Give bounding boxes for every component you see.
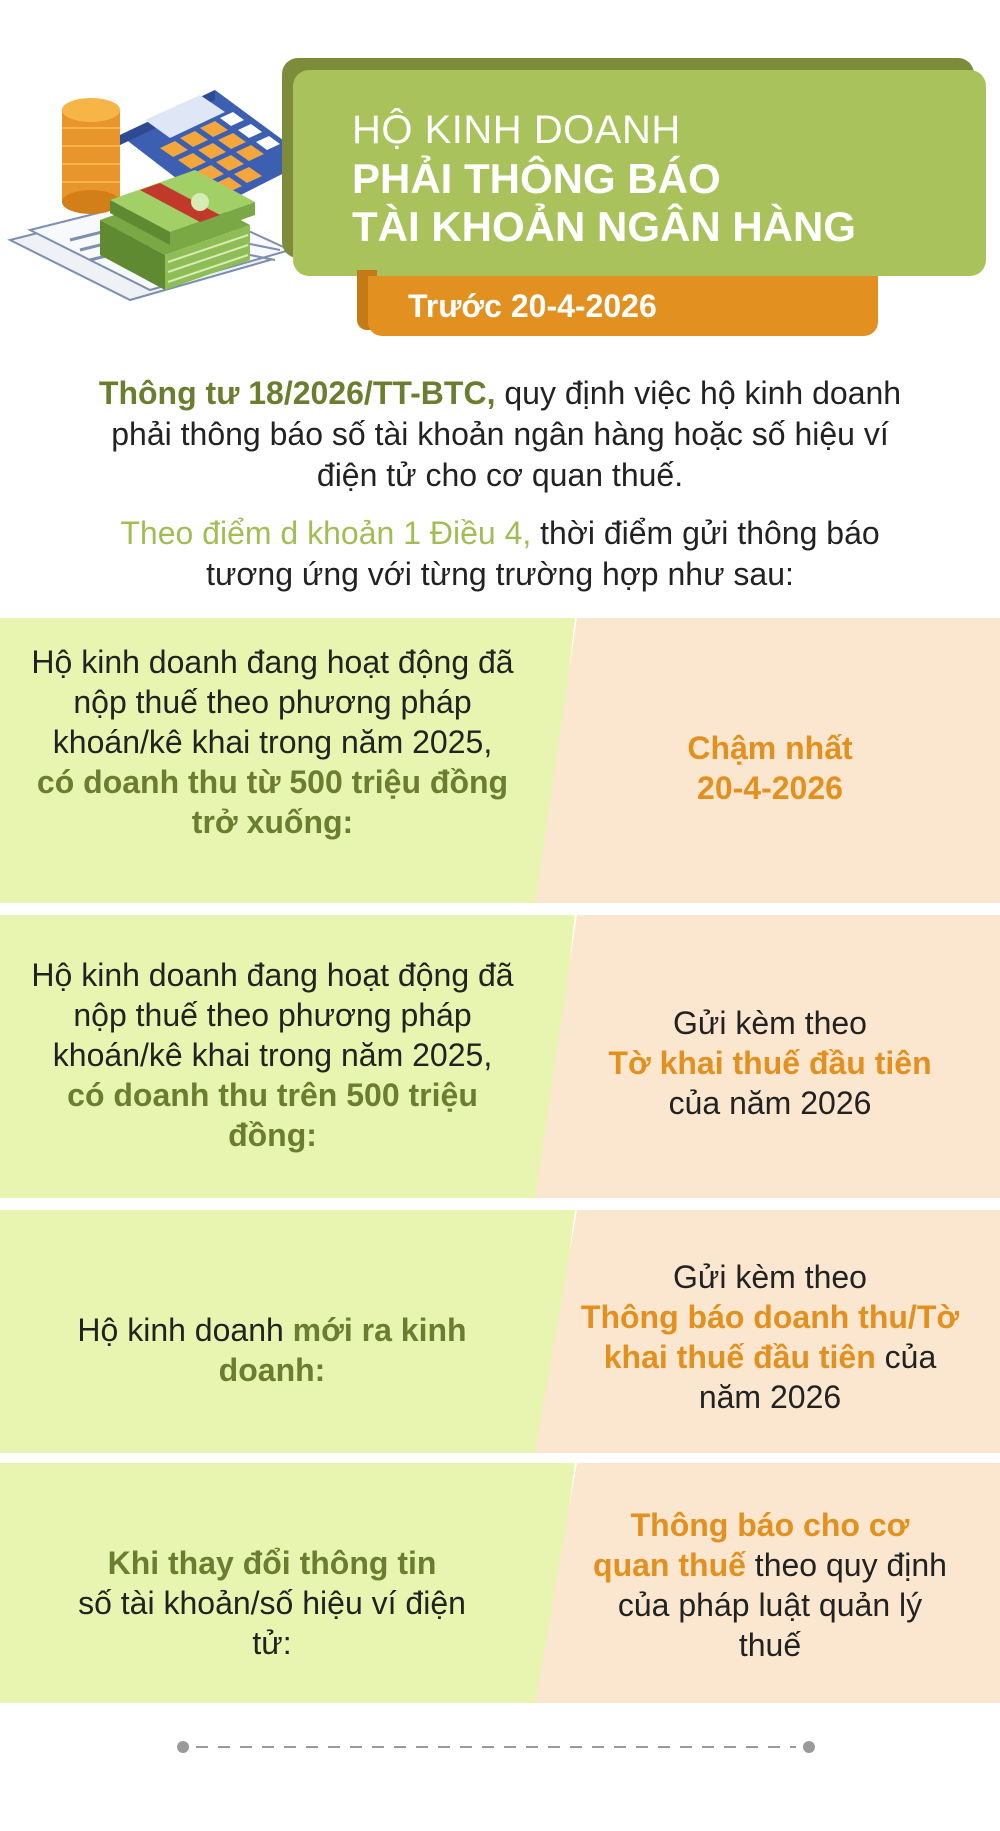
deadline-text: Chậm nhất 20-4-2026 (687, 730, 853, 806)
case-row-4 (0, 1463, 1000, 1703)
deadline-text: Gửi kèm theo Tờ khai thuế đầu tiên của năm 2026 (608, 1005, 932, 1121)
finance-illustration (0, 90, 330, 350)
title-line-3: TÀI KHOẢN NGÂN HÀNG (352, 203, 856, 250)
case-row-3 (0, 1210, 1000, 1453)
title-line-2: PHẢI THÔNG BÁO (352, 155, 721, 202)
case-description: Khi thay đổi thông tin số tài khoản/số hiệu ví điện tử: (78, 1545, 466, 1661)
intro-paragraph-2: Theo điểm d khoản 1 Điều 4, thời điểm gửi thông báo tương ứng với từng trường hợp như sau: (120, 515, 880, 592)
case-description: Hộ kinh doanh mới ra kinh doanh: (77, 1312, 467, 1388)
coins-icon (62, 98, 120, 214)
deadline-text: Gửi kèm theo Thông báo doanh thu/Tờ khai thuế đầu tiên của năm 2026 (580, 1259, 960, 1415)
date-label: Trước 20-4-2026 (408, 288, 657, 324)
deadline-text: Thông báo cho cơ quan thuế theo quy định của pháp luật quản lý thuế (593, 1507, 947, 1663)
case-description: Hộ kinh doanh đang hoạt động đã nộp thuế theo phương pháp khoán/kê khai trong năm 2025, có doanh thu từ 500 triệu đồng trở xuống: (31, 644, 514, 840)
case-row-1 (0, 618, 1000, 903)
legal-reference: Thông tư 18/2026/TT-BTC, (98, 375, 496, 411)
title-line-1: HỘ KINH DOANH (352, 108, 681, 152)
clause-reference: Theo điểm d khoản 1 Điều 4, (120, 515, 532, 551)
case-row-2 (0, 915, 1000, 1198)
case-description: Hộ kinh doanh đang hoạt động đã nộp thuế theo phương pháp khoán/kê khai trong năm 2025, có doanh thu trên 500 triệu đồng: (31, 957, 514, 1153)
intro-paragraph-1: Thông tư 18/2026/TT-BTC, quy định việc hộ kinh doanh phải thông báo số tài khoản ngân hàng hoặc số hiệu ví điện tử cho cơ quan thuế. (98, 375, 902, 493)
dashed-divider (176, 1740, 816, 1754)
